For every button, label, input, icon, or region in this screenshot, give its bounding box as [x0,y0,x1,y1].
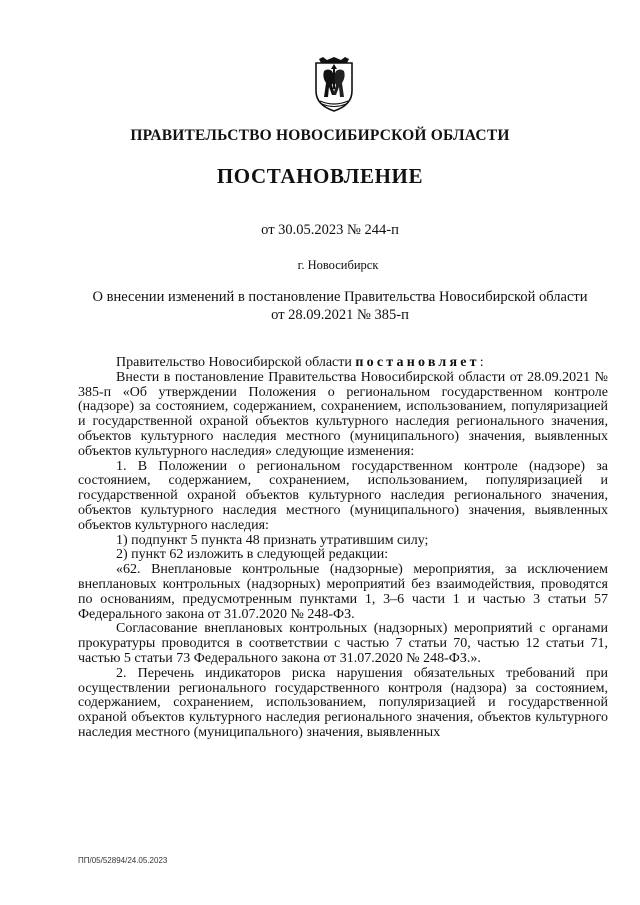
intro-tail: : [479,355,484,370]
paragraph-quote-62: «62. Внеплановые контрольные (надзорные) мероприятия, за исключением внеплановых контрольных (надзорных) мероприятий без взаимодействия, проводятся по основаниям, предусмотренным пунктами 1, 3–6 части 1 и частью 3 статьи 57 Федерального закона от 31.07.2020 № 248-ФЗ. [78,562,608,622]
paragraph-item-1: 1. В Положении о региональном государственном контроле (надзоре) за состоянием, содержанием, сохранением, использованием, популяризацией и государственной охраной объектов культурного наследия регионального значения, объектов культурного наследия местного (муниципального) значения, выявленных объектов культурного наследия: [78,458,608,533]
organization-title: ПРАВИТЕЛЬСТВО НОВОСИБИРСКОЙ ОБЛАСТИ [130,127,510,144]
paragraph-item-2: 2. Перечень индикаторов риска нарушения обязательных требований при осуществлении регионального государственного контроля (надзора) за состоянием, содержанием, сохранением, использованием, популяризацией и государственной охраной объектов культурного наследия регионального значения, объектов культурного наследия местного (муниципального) значения, выявленных [78,665,608,740]
document-body [78,356,608,741]
paragraph-subitem-1: 1) подпункт 5 пункта 48 признать утратившим силу; [116,532,429,548]
coat-of-arms-icon [314,57,354,113]
paragraph-amend: Внести в постановление Правительства Новосибирской области от 28.09.2021 № 385-п «Об утверждении Положения о региональном государственном контроле (надзоре) за состоянием, содержанием, сохранением, использованием, популяризацией и государственной охраной объектов культурного наследия регионального значения, объектов культурного наследия местного (муниципального) значения, выявленных объектов культурного наследия» следующие изменения: [78,369,608,459]
paragraph-quote-62-cont: Согласование внеплановых контрольных (надзорных) мероприятий с органами прокуратуры проводится в соответствии с частью 7 статьи 70, частью 12 статьи 71, частью 5 статьи 73 Федерального закона от 31.07.2020 № 248-ФЗ.». [78,621,608,666]
city: г. Новосибирск [297,258,379,272]
date-and-number: от 30.05.2023 № 244-п [261,222,399,238]
intro-verb: постановляет [355,355,480,370]
intro-paragraph [78,356,608,371]
paragraph-subitem-2: 2) пункт 62 изложить в следующей редакции: [116,547,389,563]
document-type-title: ПОСТАНОВЛЕНИЕ [216,164,424,188]
subject-line-2: от 28.09.2021 № 385-п [271,307,409,323]
intro-lead: Правительство Новосибирской области [116,355,356,370]
document-subject [60,288,620,324]
document-code: ПП/05/52894/24.05.2023 [78,856,168,865]
subject-line-1: О внесении изменений в постановление Правительства Новосибирской области [92,289,588,305]
